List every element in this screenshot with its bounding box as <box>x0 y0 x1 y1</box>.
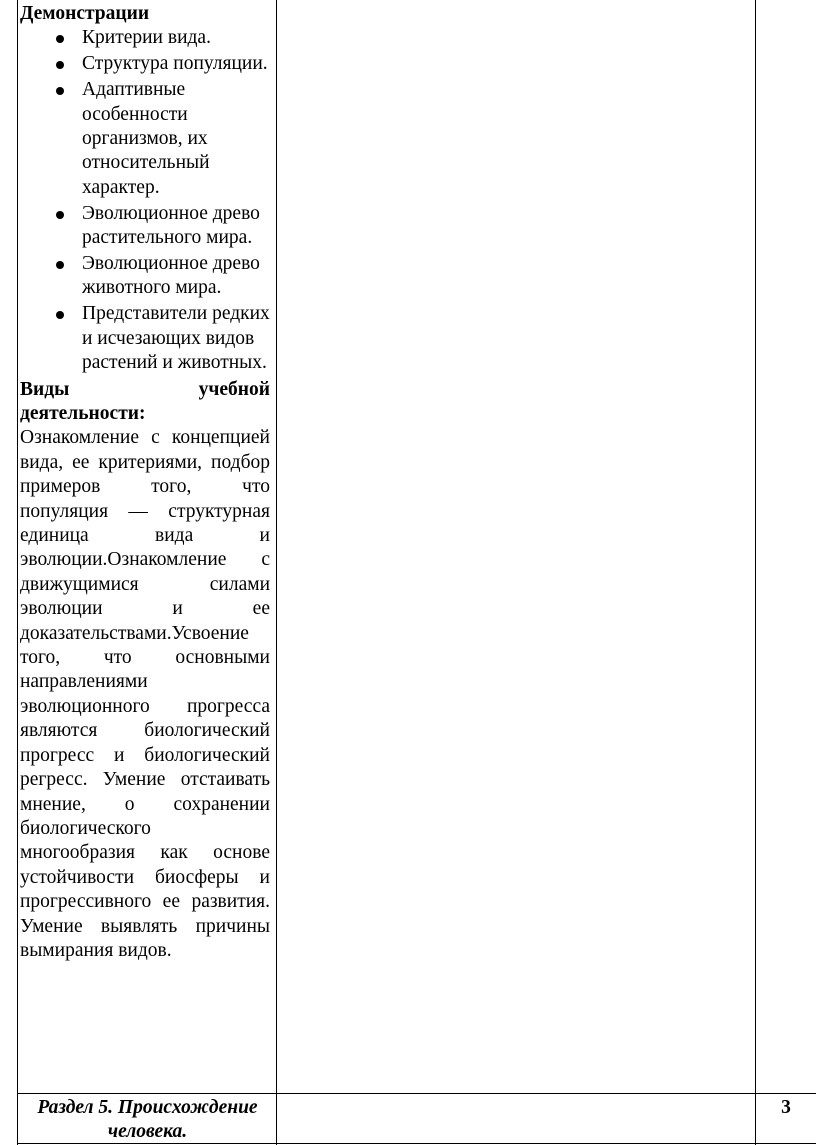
table-border-col2 <box>755 0 756 1145</box>
hours-count: 3 <box>781 1097 791 1118</box>
activities-text: Ознакомление с концепцией вида, ее критериями, подбор примеров того, что популяция — структурная единица вида и эволюции.Ознакомление с движущимися силами эволюции и ее доказательствами.Усвоение того, что основными направлениями эволюционного прогресса являются биологический прогресс и биологический регресс. Умение отстаивать мнение, о сохранении биологического многообразия как основе устойчивости биосферы и прогрессивного ее развития. Умение выявлять причины вымирания видов. <box>20 427 270 961</box>
bullet-icon <box>56 311 64 319</box>
table-border-col1 <box>276 0 277 1145</box>
content-cell <box>20 2 270 963</box>
bullet-icon <box>56 87 64 95</box>
table-row-divider <box>17 1093 816 1094</box>
list-item: Критерии вида. <box>20 26 270 50</box>
demonstrations-heading: Демонстрации <box>20 3 150 24</box>
table-border-left <box>17 0 18 1145</box>
list-item: Эволюционное древо растительного мира. <box>20 202 270 251</box>
section-title: Раздел 5. Происхождение человека. <box>37 1097 258 1142</box>
bullet-icon <box>56 261 64 269</box>
bullet-icon <box>56 35 64 43</box>
bullet-icon <box>56 61 64 69</box>
list-item: Эволюционное древо животного мира. <box>20 252 270 301</box>
list-item: Адаптивные особенности организмов, их относительный характер. <box>20 78 270 200</box>
list-item: Структура популяции. <box>20 52 270 76</box>
demonstrations-list <box>20 26 270 375</box>
bullet-icon <box>56 211 64 219</box>
activities-heading: Виды учебной деятельности: <box>20 378 270 424</box>
list-item: Представители редких и исчезающих видов растений и животных. <box>20 302 270 375</box>
